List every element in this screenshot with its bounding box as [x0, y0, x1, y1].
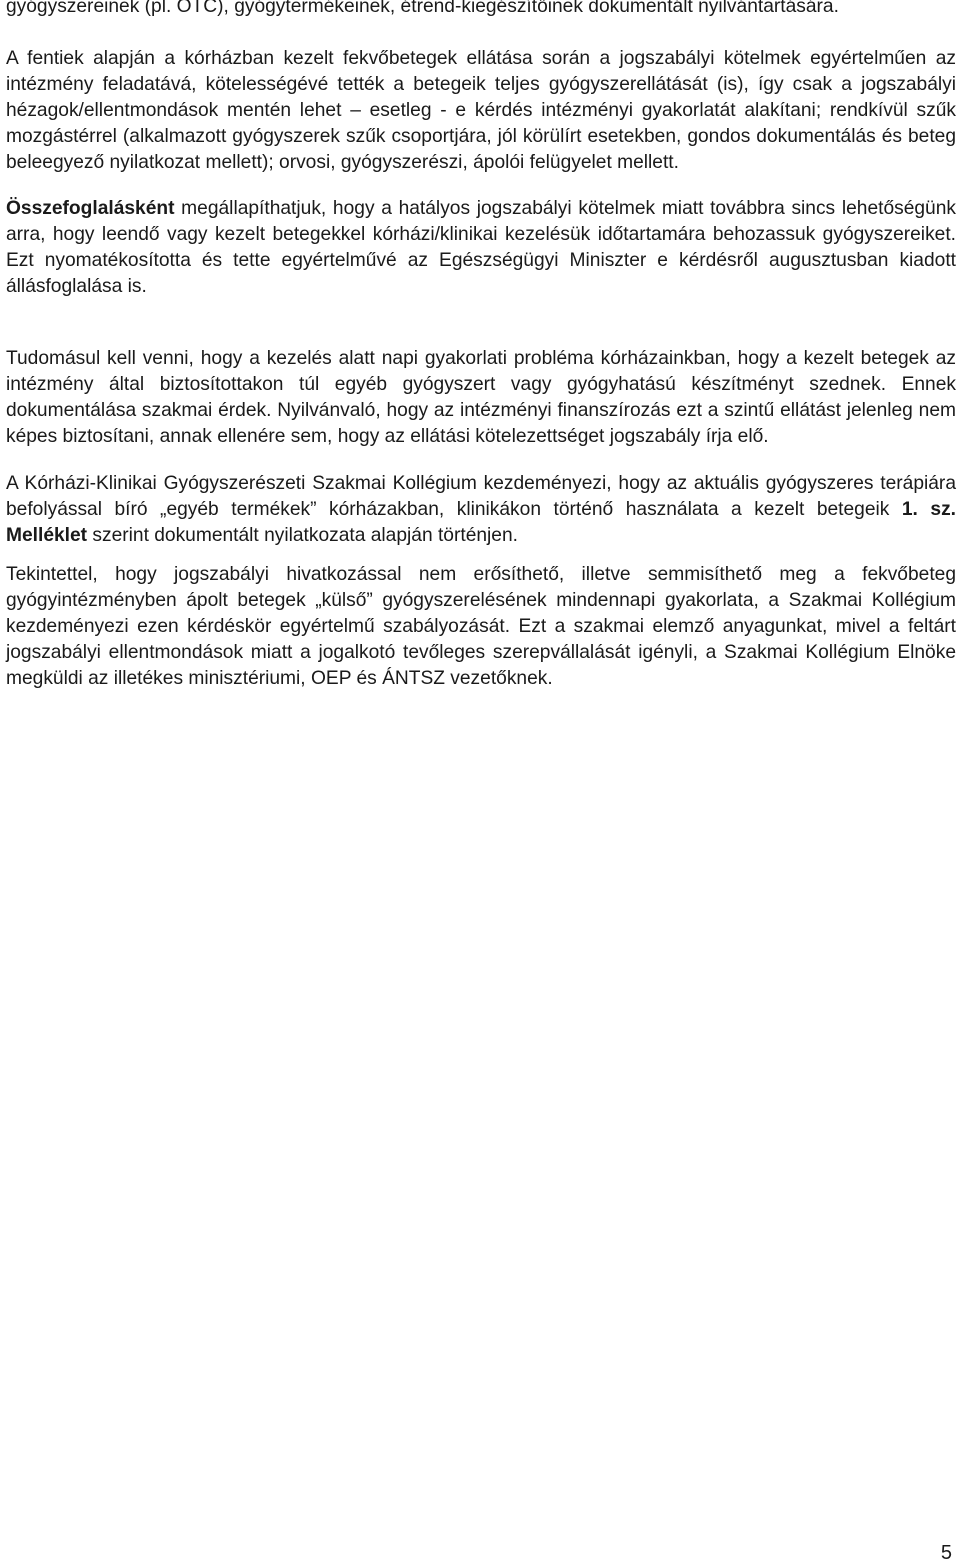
- paragraph-college-initiative: [6, 471, 956, 549]
- summary-text: megállapíthatjuk, hogy a hatályos jogszabályi kötelmek miatt továbbra sincs lehetőségünk arra, hogy leendő vagy kezelt betegekkel kórházi/klinikai kezelésük időtartamára behozassuk gyógyszereiket. Ezt nyomatékosította és tette egyértelművé az Egészségügyi Miniszter e kérdésről augusztusban kiadott állásfoglalása is.: [6, 198, 956, 297]
- page-number: 5: [940, 1542, 952, 1564]
- summary-heading-word: Összefoglalásként: [6, 198, 175, 219]
- initiative-text-c: szerint dokumentált nyilatkozata alapján történjen.: [87, 525, 518, 546]
- paragraph-summary: [6, 196, 956, 300]
- paragraph-hospital-obligations: A fentiek alapján a kórházban kezelt fekvőbetegek ellátása során a jogszabályi kötelmek egyértelműen az intézmény feladatává, kötelességévé tették a betegeik teljes gyógyszerellátását (is), így csak a jogszabályi hézagok/ellentmondások mentén lehet – esetleg - e kérdés intézményi gyakorlatát alakítani; rendkívül szűk mozgástérrel (alkalmazott gyógyszerek szűk csoportjára, jól körülírt esetekben, gondos dokumentálás és beteg beleegyező nyilatkozat mellett); orvosi, gyógyszerészi, ápolói felügyelet mellett.: [6, 48, 956, 173]
- annex-label: Melléklet: [6, 525, 88, 546]
- paragraph-practical-problem: Tudomásul kell venni, hogy a kezelés alatt napi gyakorlati probléma kórházainkban, hogy a kezelt betegek az intézmény által biztosítottakon túl egyéb gyógyszert vagy gyógyhatású készítményt szednek. Ennek dokumentálása szakmai érdek. Nyilvánvaló, hogy az intézményi finanszírozás ezt a szintű ellátást jelenleg nem képes biztosítani, annak ellenére sem, hogy az ellátási kötelezettséget jogszabály írja elő.: [6, 348, 956, 447]
- paragraph-regulation-request: Tekintettel, hogy jogszabályi hivatkozással nem erősíthető, illetve semmisíthető meg a fekvőbeteg gyógyintézményben ápolt betegek „külső” gyógyszerelésének mindennapi gyakorlata, a Szakmai Kollégium kezdeményezi ezen kérdéskör egyértelmű szabályozását. Ezt a szakmai elemző anyagunkat, mivel a feltárt jogszabályi ellentmondások miatt a jogalkotó tevőleges szerepvállalását igényli, a Szakmai Kollégium Elnöke megküldi az illetékes minisztériumi, OEP és ÁNTSZ vezetőknek.: [6, 564, 956, 689]
- paragraph-continuation: gyógyszereinek (pl. OTC), gyógytermékeinek, étrend-kiegészítőinek dokumentált nyilvántartására.: [6, 0, 839, 17]
- initiative-text-a: A Kórházi-Klinikai Gyógyszerészeti Szakmai Kollégium kezdeményezi, hogy az aktuális gyógyszeres terápiára befolyással bíró „egyéb termékek” kórházakban, klinikákon történő használata a kezelt betegeik: [6, 473, 956, 520]
- annex-number: 1. sz.: [901, 499, 956, 520]
- document-page: [6, 0, 956, 692]
